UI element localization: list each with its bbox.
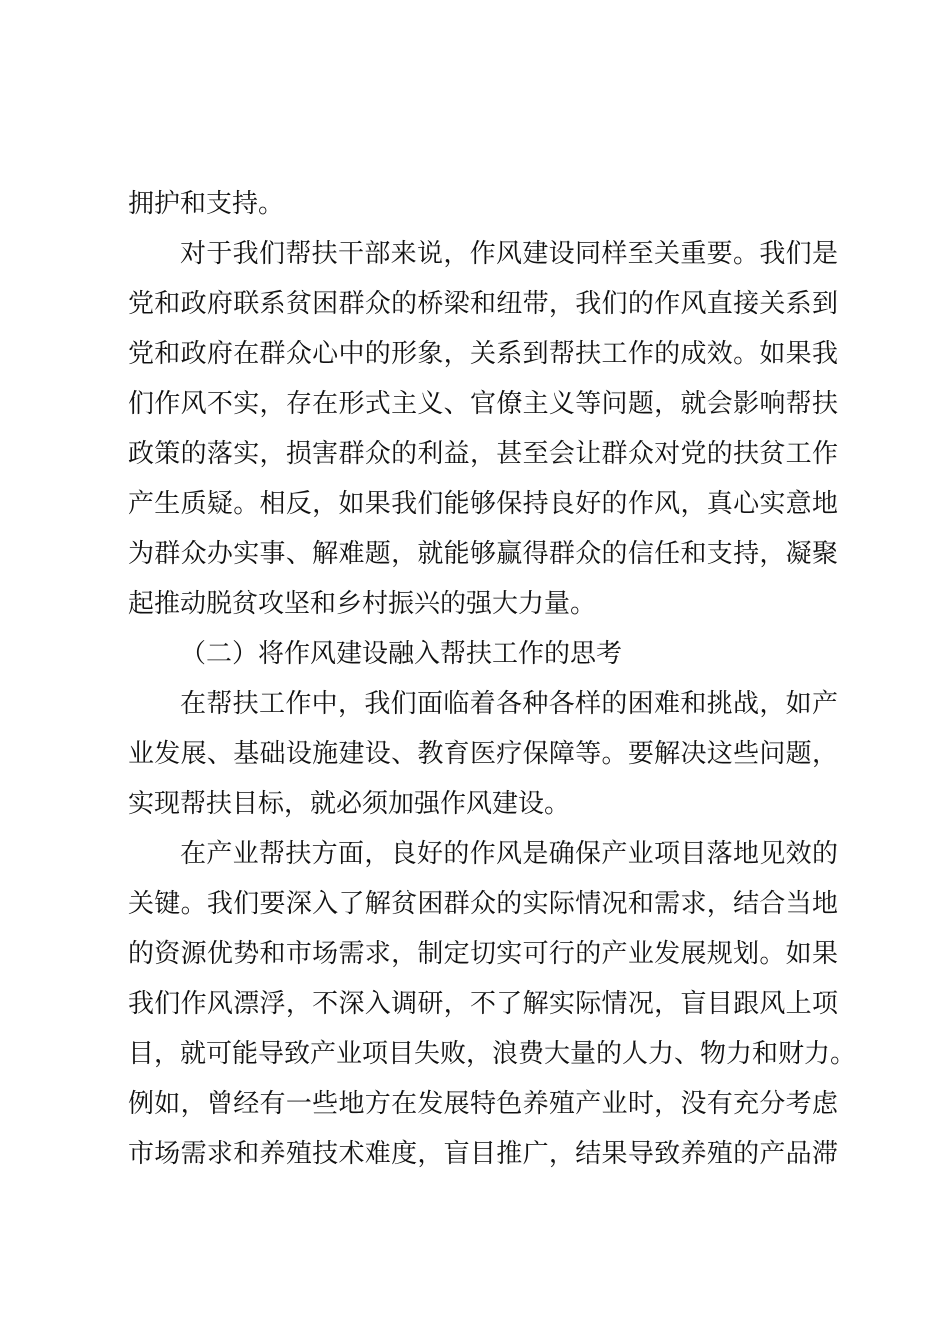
paragraph-line: 为群众办实事、解难题，就能够赢得群众的信任和支持，凝聚 xyxy=(128,539,838,569)
paragraph-line: 们作风不实，存在形式主义、官僚主义等问题，就会影响帮扶 xyxy=(128,389,838,419)
paragraph-line: 目，就可能导致产业项目失败，浪费大量的人力、物力和财力。 xyxy=(128,1039,857,1069)
paragraph-line: 起推动脱贫攻坚和乡村振兴的强大力量。 xyxy=(128,589,597,619)
paragraph-line: 例如，曾经有一些地方在发展特色养殖产业时，没有充分考虑 xyxy=(128,1089,838,1119)
paragraph-line: 产生质疑。相反，如果我们能够保持良好的作风，真心实意地 xyxy=(128,489,838,519)
paragraph-line: 在帮扶工作中，我们面临着各种各样的困难和挑战，如产 xyxy=(180,689,838,719)
paragraph-line: 在产业帮扶方面，良好的作风是确保产业项目落地见效的 xyxy=(180,839,838,869)
paragraph-line: 政策的落实，损害群众的利益，甚至会让群众对党的扶贫工作 xyxy=(128,439,838,469)
section-heading: （二）将作风建设融入帮扶工作的思考 xyxy=(180,639,623,669)
paragraph-line: 关键。我们要深入了解贫困群众的实际情况和需求，结合当地 xyxy=(128,889,838,919)
paragraph-line: 党和政府联系贫困群众的桥梁和纽带，我们的作风直接关系到 xyxy=(128,289,838,319)
paragraph-line: 市场需求和养殖技术难度，盲目推广，结果导致养殖的产品滞 xyxy=(128,1139,838,1169)
paragraph-line: 实现帮扶目标，就必须加强作风建设。 xyxy=(128,789,571,819)
paragraph-line: 的资源优势和市场需求，制定切实可行的产业发展规划。如果 xyxy=(128,939,838,969)
paragraph-line: 业发展、基础设施建设、教育医疗保障等。要解决这些问题， xyxy=(128,739,838,769)
paragraph-line: 我们作风漂浮，不深入调研，不了解实际情况，盲目跟风上项 xyxy=(128,989,838,1019)
paragraph-line: 拥护和支持。 xyxy=(128,189,285,219)
paragraph-line: 对于我们帮扶干部来说，作风建设同样至关重要。我们是 xyxy=(180,239,838,269)
paragraph-line: 党和政府在群众心中的形象，关系到帮扶工作的成效。如果我 xyxy=(128,339,838,369)
